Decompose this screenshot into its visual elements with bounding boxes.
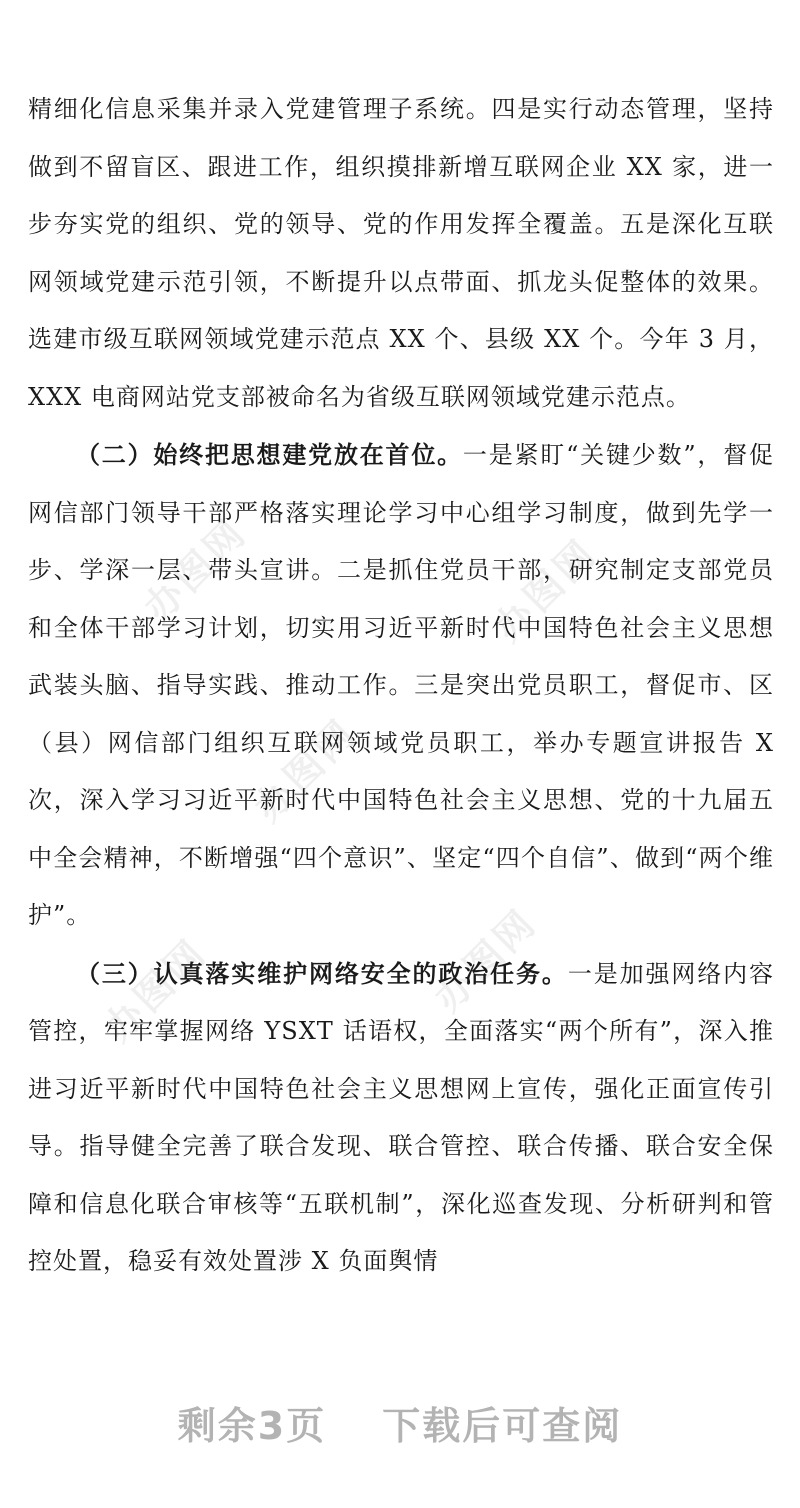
paragraph-3-text: 一是加强网络内容管控，牢牢掌握网络 YSXT 话语权，全面落实“两个所有”，深入推进习近平新时代中国特色社会主义思想网上宣传，强化正面宣传引导。指导健全完善了联合发现、联合管控、联合传播、联合安全保障和信息化联合审核等“五联机制”，深化巡查发现、分析研判和管控处置，稳妥有效处置涉 X 负面舆情 bbox=[28, 959, 775, 1275]
watermark: 办图网 bbox=[245, 709, 366, 831]
download-prompt-banner[interactable] bbox=[0, 1395, 800, 1450]
document-body bbox=[28, 80, 774, 1291]
watermark: 办图网 bbox=[95, 929, 216, 1051]
paragraph-2-lead: （二）始终把思想建党放在首位。 bbox=[76, 440, 463, 469]
watermark: 办图网 bbox=[485, 529, 606, 651]
remaining-pages-label: 剩余3页 bbox=[177, 1404, 327, 1448]
paragraph-3-lead: （三）认真落实维护网络安全的政治任务。 bbox=[76, 958, 568, 988]
watermark: 办图网 bbox=[135, 509, 256, 631]
watermark: 办图网 bbox=[425, 899, 546, 1021]
paragraph-1 bbox=[28, 80, 774, 426]
paragraph-1-text: 精细化信息采集并录入党建管理子系统。四是实行动态管理，坚持做到不留盲区、跟进工作，组织摸排新增互联网企业 XX 家，进一步夯实党的组织、党的领导、党的作用发挥全覆盖。五是深化互联网领域党建示范引领，不断提升以点带面、抓龙头促整体的效果。选建市级互联网领域党建示范点 XX 个、县级 XX 个。今年 3 月，XXX 电商网站党支部被命名为省级互联网领域党建示范点。 bbox=[28, 95, 774, 411]
download-to-view-label: 下载后可查阅 bbox=[382, 1404, 623, 1448]
paragraph-2 bbox=[28, 426, 774, 945]
paragraph-3 bbox=[28, 945, 774, 1291]
paragraph-2-text: 一是紧盯“关键少数”，督促网信部门领导干部严格落实理论学习中心组学习制度，做到先学一步、学深一层、带头宣讲。二是抓住党员干部，研究制定支部党员和全体干部学习计划，切实用习近平新时代中国特色社会主义思想武装头脑、指导实践、推动工作。三是突出党员职工，督促市、区（县）网信部门组织互联网领域党员职工，举办专题宣讲报告 X 次，深入学习习近平新时代中国特色社会主义思想、党的十九届五中全会精神，不断增强“四个意识”、坚定“四个自信”、做到“两个维护”。 bbox=[28, 441, 774, 929]
